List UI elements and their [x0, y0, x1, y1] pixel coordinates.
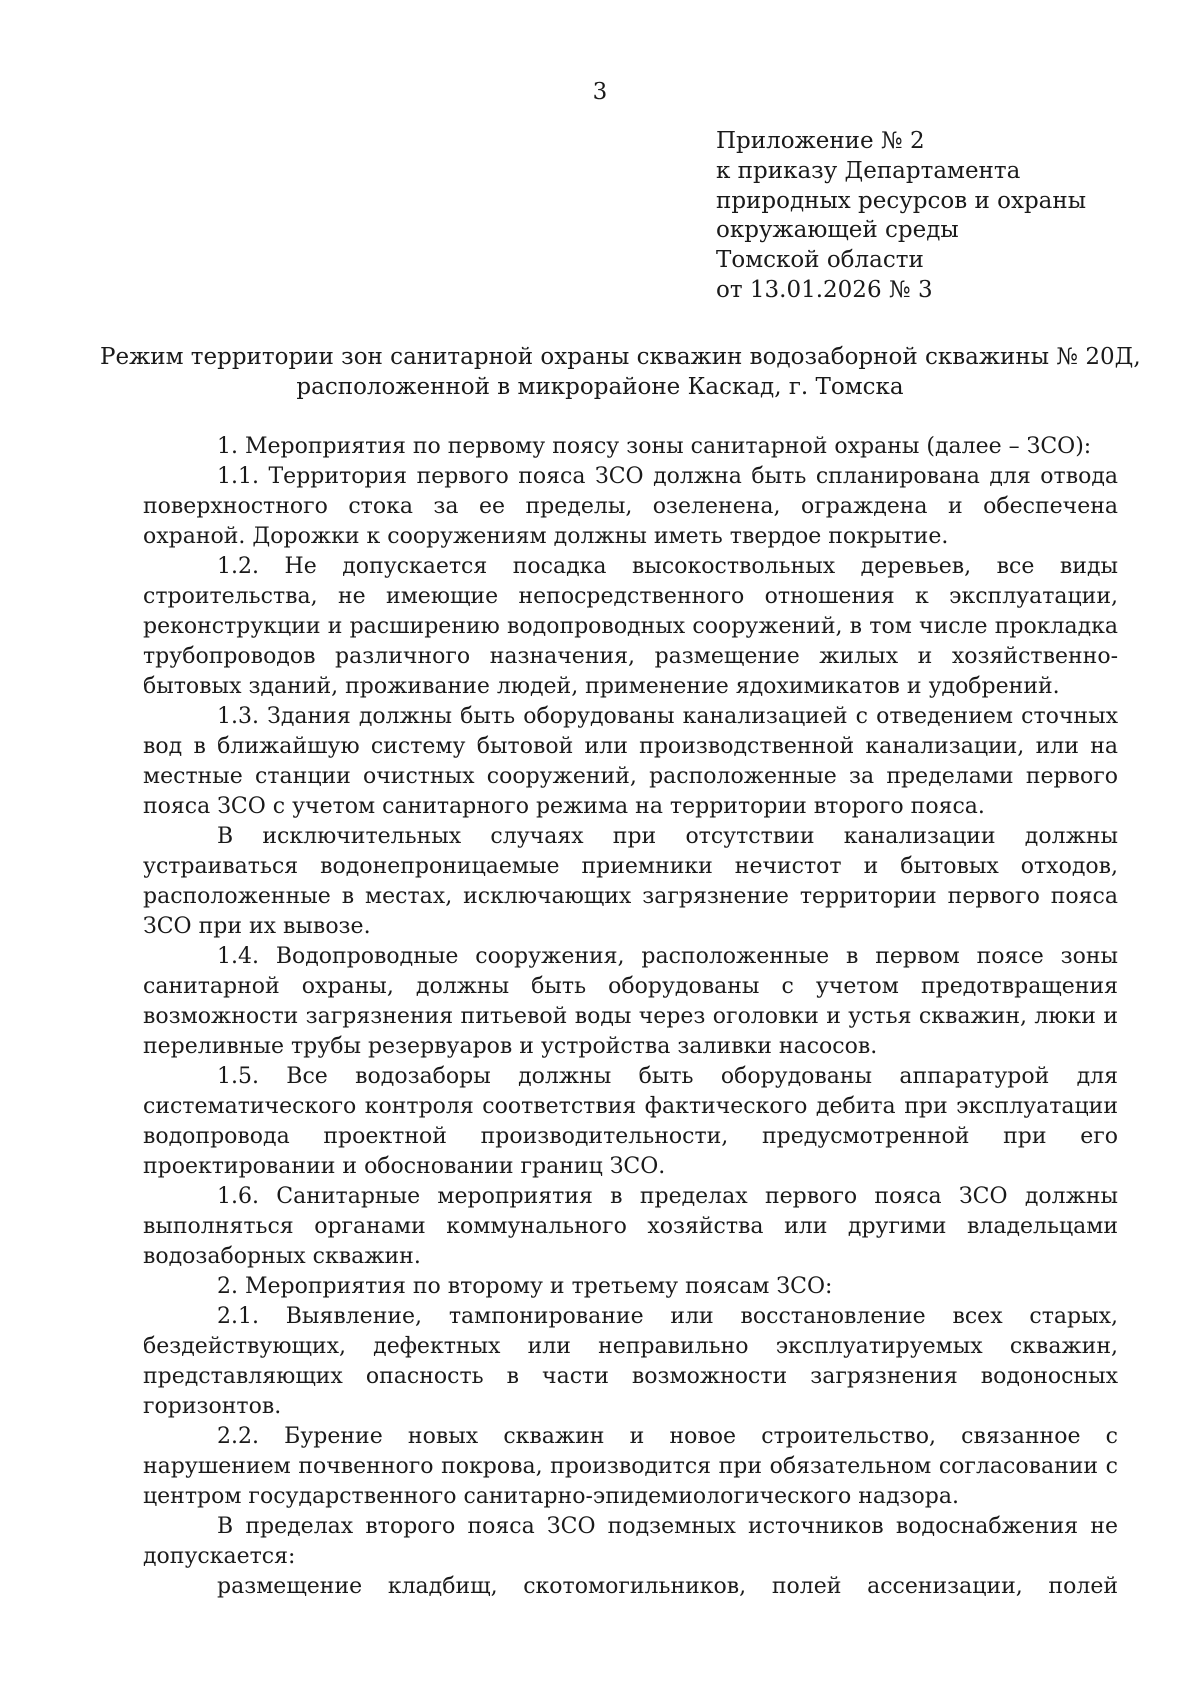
- appendix-line: окружающей среды: [716, 217, 959, 244]
- appendix-line: Томской области: [716, 247, 924, 274]
- title-line: Режим территории зон санитарной охраны скважин водозаборной скважины № 20Д,: [100, 344, 1141, 370]
- appendix-line: к приказу Департамента: [716, 157, 1021, 184]
- document-title: [100, 342, 1141, 402]
- paragraph: 2.2. Бурение новых скважин и новое строительство, связанное с нарушением почвенного покрова, производится при обязательном согласовании с центром государственного санитарно-эпидемиологического надзора.: [143, 1424, 1118, 1509]
- appendix-line: от 13.01.2026 № 3: [716, 276, 933, 303]
- paragraph: 1.1. Территория первого пояса ЗСО должна быть спланирована для отвода поверхностного стока за ее пределы, озеленена, ограждена и обеспечена охраной. Дорожки к сооружениям должны иметь твердое покрытие.: [143, 464, 1118, 549]
- paragraph: 1.2. Не допускается посадка высокоствольных деревьев, все виды строительства, не имеющие непосредственного отношения к эксплуатации, реконструкции и расширению водопроводных сооружений, в том числе прокладка трубопроводов различного назначения, размещение жилых и хозяйственно-бытовых зданий, проживание людей, применение ядохимикатов и удобрений.: [143, 554, 1118, 699]
- paragraph: В пределах второго пояса ЗСО подземных источников водоснабжения не допускается:: [143, 1514, 1118, 1569]
- paragraph: 1.6. Санитарные мероприятия в пределах первого пояса ЗСО должны выполняться органами коммунального хозяйства или другими владельцами водозаборных скважин.: [143, 1184, 1118, 1269]
- paragraph: размещение кладбищ, скотомогильников, полей ассенизации, полей: [217, 1574, 1118, 1599]
- paragraph: 1. Мероприятия по первому поясу зоны санитарной охраны (далее – ЗСО):: [217, 434, 1092, 459]
- paragraph: 2.1. Выявление, тампонирование или восстановление всех старых, бездействующих, дефектных или неправильно эксплуатируемых скважин, представляющих опасность в части возможности загрязнения водоносных горизонтов.: [143, 1304, 1118, 1419]
- paragraph: 1.3. Здания должны быть оборудованы канализацией с отведением сточных вод в ближайшую систему бытовой или производственной канализации, или на местные станции очистных сооружений, расположенные за пределами первого пояса ЗСО с учетом санитарного режима на территории второго пояса.: [143, 704, 1118, 819]
- paragraph: 2. Мероприятия по второму и третьему поясам ЗСО:: [217, 1274, 833, 1299]
- appendix-line: Приложение № 2: [716, 128, 925, 154]
- appendix-block: [716, 127, 1156, 306]
- paragraph: 1.4. Водопроводные сооружения, расположенные в первом поясе зоны санитарной охраны, должны быть оборудованы с учетом предотвращения возможности загрязнения питьевой воды через оголовки и устья скважин, люки и переливные трубы резервуаров и устройства заливки насосов.: [143, 944, 1118, 1059]
- title-line: расположенной в микрорайоне Каскад, г. Томска: [296, 374, 904, 400]
- paragraph: 1.5. Все водозаборы должны быть оборудованы аппаратурой для систематического контроля соответствия фактического дебита при эксплуатации водопровода проектной производительности, предусмотренной при его проектировании и обосновании границ ЗСО.: [143, 1064, 1118, 1179]
- paragraph: В исключительных случаях при отсутствии канализации должны устраиваться водонепроницаемые приемники нечистот и бытовых отходов, расположенные в местах, исключающих загрязнение территории первого пояса ЗСО при их вывозе.: [143, 824, 1118, 939]
- page-number: 3: [592, 79, 608, 105]
- document-body: [143, 432, 1118, 1602]
- appendix-line: природных ресурсов и охраны: [716, 187, 1087, 214]
